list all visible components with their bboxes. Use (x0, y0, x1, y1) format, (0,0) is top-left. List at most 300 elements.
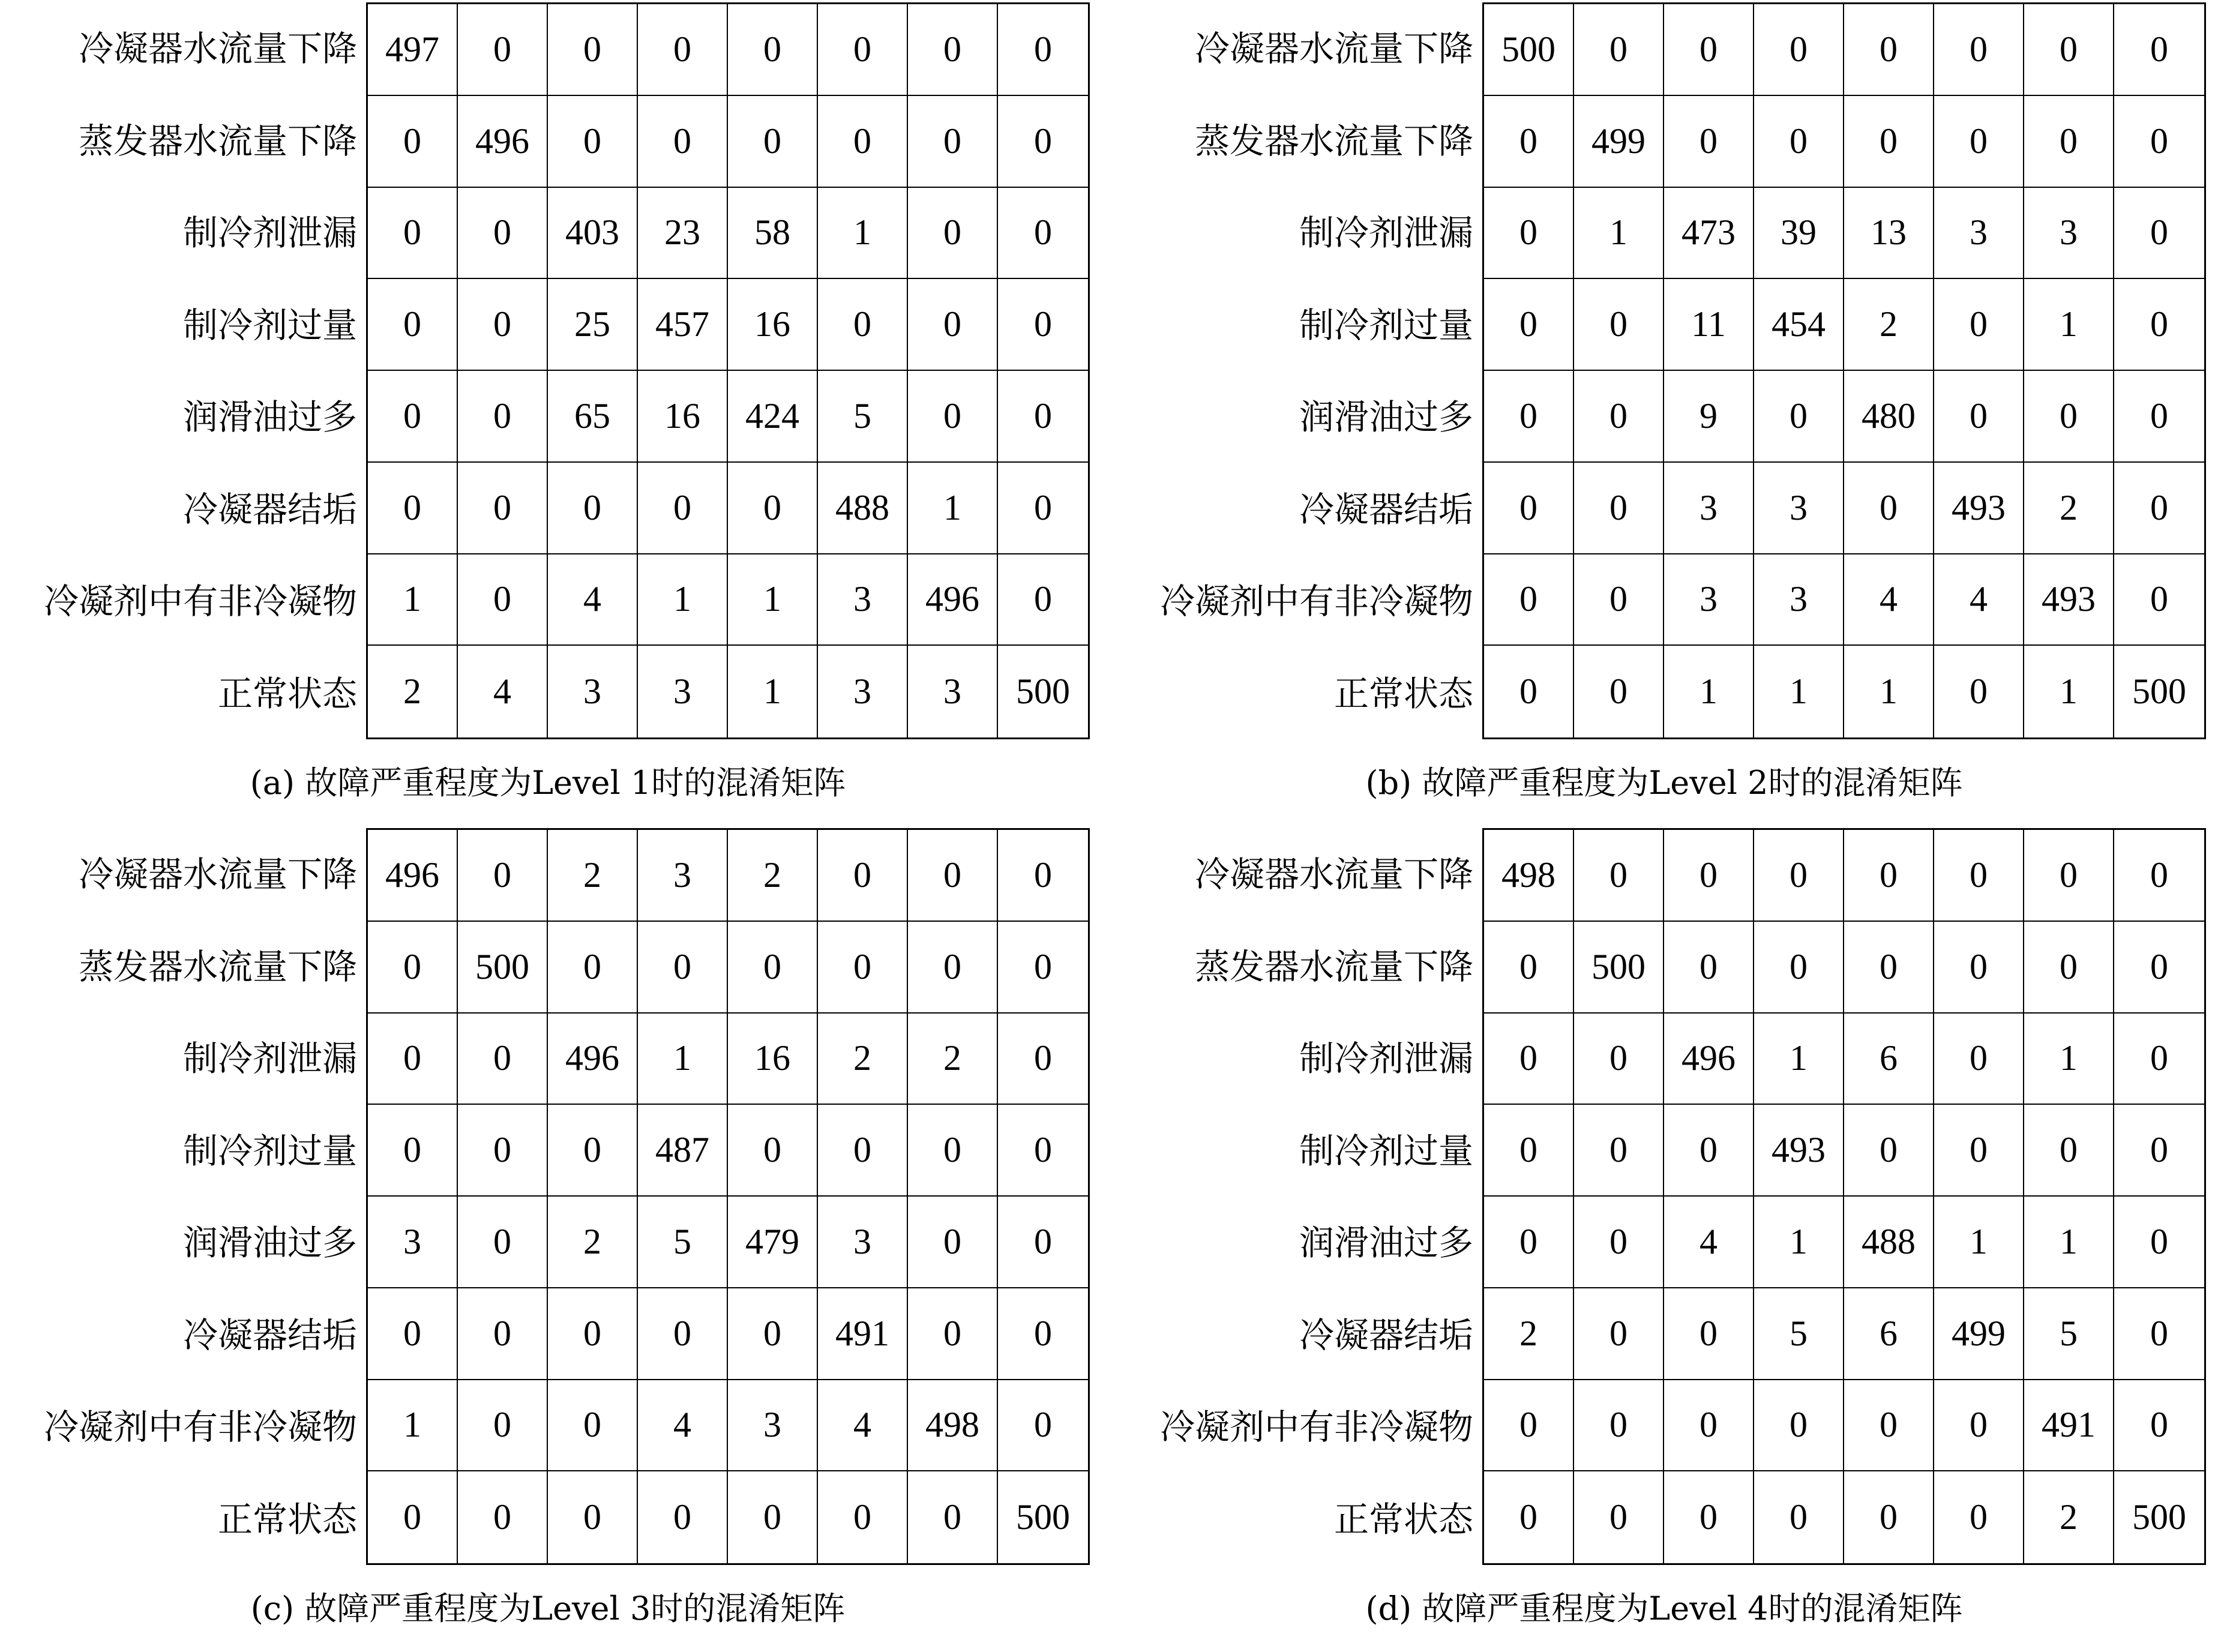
confusion-matrix-panel-c (6, 826, 1104, 1651)
matrix-cell: 488 (1844, 1197, 1934, 1288)
matrix-cell: 0 (728, 1105, 818, 1197)
matrix-cell: 1 (1934, 1197, 2024, 1288)
matrix-cell: 0 (2114, 1197, 2204, 1288)
matrix-cell: 454 (1754, 279, 1844, 371)
matrix-cell: 2 (548, 1197, 638, 1288)
matrix-cell: 1 (368, 1380, 458, 1472)
matrix-cell: 500 (1574, 922, 1664, 1014)
matrix-cell: 0 (1934, 646, 2024, 737)
matrix-cell: 6 (1844, 1288, 1934, 1380)
row-label: 冷凝器水流量下降 (78, 854, 357, 895)
matrix-cell: 0 (1484, 1197, 1574, 1288)
matrix-cell: 0 (998, 1197, 1088, 1288)
matrix-cell: 0 (998, 1014, 1088, 1105)
matrix-cell: 3 (728, 1380, 818, 1472)
row-label: 制冷剂泄漏 (182, 212, 357, 253)
matrix-cell: 0 (818, 4, 908, 96)
matrix-cell: 4 (1664, 1197, 1754, 1288)
matrix-cell: 479 (728, 1197, 818, 1288)
matrix-cell: 0 (908, 4, 998, 96)
matrix-cell: 0 (548, 922, 638, 1014)
matrix-cell: 491 (818, 1288, 908, 1380)
matrix-cell: 0 (818, 830, 908, 922)
matrix-cell: 0 (458, 4, 548, 96)
row-label: 制冷剂泄漏 (182, 1038, 357, 1079)
matrix-cell: 488 (818, 463, 908, 554)
matrix-cell: 3 (818, 1197, 908, 1288)
matrix-cell: 0 (458, 830, 548, 922)
matrix-cell: 0 (998, 830, 1088, 922)
matrix-cell: 1 (1754, 646, 1844, 737)
row-label: 蒸发器水流量下降 (1194, 946, 1473, 987)
matrix-cell: 493 (1754, 1105, 1844, 1197)
row-label: 蒸发器水流量下降 (1194, 120, 1473, 161)
matrix-cell: 0 (1574, 554, 1664, 646)
matrix-cell: 0 (1574, 279, 1664, 371)
matrix-cell: 0 (368, 1471, 458, 1563)
matrix-cell: 0 (548, 463, 638, 554)
matrix-cell: 16 (638, 371, 728, 463)
matrix-cell: 2 (1484, 1288, 1574, 1380)
matrix-cell: 0 (1574, 371, 1664, 463)
matrix-cell: 457 (638, 279, 728, 371)
matrix-cell: 1 (368, 554, 458, 646)
matrix-cell: 0 (1574, 1471, 1664, 1563)
matrix-cell: 0 (638, 4, 728, 96)
matrix-cell: 0 (2024, 922, 2114, 1014)
matrix-cell: 0 (1754, 4, 1844, 96)
matrix-cell: 0 (2114, 1380, 2204, 1472)
matrix-cell: 0 (2114, 1288, 2204, 1380)
matrix-cell: 3 (1664, 554, 1754, 646)
row-label: 冷凝器结垢 (182, 488, 357, 530)
row-label: 冷凝器水流量下降 (78, 28, 357, 69)
matrix-cell: 0 (548, 1105, 638, 1197)
matrix-cell: 1 (2024, 1014, 2114, 1105)
matrix-cell: 1 (2024, 646, 2114, 737)
matrix-cell: 4 (818, 1380, 908, 1472)
matrix-cell: 0 (368, 1014, 458, 1105)
matrix-cell: 500 (1484, 4, 1574, 96)
matrix-cell: 0 (1664, 1288, 1754, 1380)
row-label: 冷凝器水流量下降 (1194, 28, 1473, 69)
matrix-cell: 9 (1664, 371, 1754, 463)
matrix-cell: 0 (1754, 96, 1844, 188)
matrix-cell: 4 (638, 1380, 728, 1472)
matrix-cell: 0 (458, 1288, 548, 1380)
matrix-cell: 0 (1934, 279, 2024, 371)
matrix-cell: 0 (458, 1197, 548, 1288)
matrix-cell: 0 (998, 922, 1088, 1014)
matrix-cell: 1 (908, 463, 998, 554)
matrix-cell: 0 (548, 1288, 638, 1380)
matrix-cell: 0 (1484, 1105, 1574, 1197)
matrix-cell: 1 (2024, 1197, 2114, 1288)
matrix-cell: 487 (638, 1105, 728, 1197)
matrix-cell: 403 (548, 188, 638, 280)
matrix-cell: 5 (1754, 1288, 1844, 1380)
row-label: 制冷剂过量 (182, 304, 357, 346)
matrix-cell: 0 (1484, 463, 1574, 554)
matrix-cell: 0 (1844, 1380, 1934, 1472)
matrix-cell: 0 (2114, 279, 2204, 371)
matrix-cell: 1 (1754, 1197, 1844, 1288)
matrix-cell: 0 (728, 96, 818, 188)
row-label: 正常状态 (1333, 1498, 1473, 1540)
matrix-cell: 500 (2132, 1497, 2186, 1537)
row-label: 冷凝剂中有非冷凝物 (1159, 1407, 1473, 1447)
matrix-cell: 497 (368, 4, 458, 96)
matrix-cell: 0 (368, 371, 458, 463)
panel-caption: (d) 故障严重程度为Level 4时的混淆矩阵 (1365, 1590, 1963, 1627)
row-label: 冷凝器结垢 (182, 1314, 357, 1356)
row-label: 冷凝器结垢 (1299, 488, 1473, 530)
matrix-cell: 0 (2114, 371, 2204, 463)
matrix-cell: 0 (908, 830, 998, 922)
matrix-cell: 0 (1574, 1105, 1664, 1197)
matrix-cell: 500 (1016, 671, 1070, 712)
matrix-cell: 499 (1574, 96, 1664, 188)
matrix-cell: 0 (1484, 1014, 1574, 1105)
matrix-cell: 0 (548, 96, 638, 188)
matrix-cell: 25 (548, 279, 638, 371)
matrix-cell: 0 (818, 922, 908, 1014)
matrix-cell: 0 (998, 188, 1088, 280)
matrix-cell: 0 (638, 1288, 728, 1380)
matrix-cell: 496 (1664, 1014, 1754, 1105)
row-label: 制冷剂过量 (1299, 1130, 1473, 1171)
matrix-cell: 496 (908, 554, 998, 646)
matrix-cell: 2 (2024, 1471, 2114, 1563)
matrix-cell: 3 (818, 646, 908, 737)
matrix-cell: 0 (548, 4, 638, 96)
matrix-cell: 0 (1844, 1471, 1934, 1563)
matrix-cell: 0 (728, 922, 818, 1014)
row-label: 正常状态 (1333, 673, 1473, 714)
row-label: 冷凝剂中有非冷凝物 (1159, 581, 1473, 622)
row-label: 蒸发器水流量下降 (78, 946, 357, 987)
confusion-matrix-grid (366, 828, 1090, 1565)
matrix-cell: 0 (368, 279, 458, 371)
matrix-cell: 0 (2114, 463, 2204, 554)
matrix-cell: 0 (548, 1471, 638, 1563)
matrix-cell: 498 (1484, 830, 1574, 922)
matrix-cell: 0 (2114, 4, 2204, 96)
matrix-cell: 0 (1664, 96, 1754, 188)
matrix-cell: 0 (1574, 646, 1664, 737)
matrix-cell: 3 (1664, 463, 1754, 554)
matrix-cell: 4 (1934, 554, 2024, 646)
matrix-cell: 3 (818, 554, 908, 646)
matrix-cell: 0 (368, 463, 458, 554)
matrix-cell: 3 (1754, 554, 1844, 646)
matrix-cell: 0 (638, 463, 728, 554)
matrix-cell: 0 (1664, 4, 1754, 96)
matrix-cell: 0 (1664, 1380, 1754, 1472)
matrix-cell: 2 (728, 830, 818, 922)
matrix-cell: 0 (998, 371, 1088, 463)
matrix-cell: 0 (458, 1105, 548, 1197)
row-label: 润滑油过多 (1299, 1222, 1473, 1263)
matrix-cell: 0 (1934, 1105, 2024, 1197)
matrix-cell: 2 (2024, 463, 2114, 554)
row-label: 冷凝器水流量下降 (1194, 854, 1473, 895)
matrix-cell: 0 (908, 1288, 998, 1380)
matrix-cell: 0 (998, 279, 1088, 371)
matrix-cell: 0 (1574, 830, 1664, 922)
matrix-cell: 0 (908, 1471, 998, 1563)
matrix-cell: 0 (998, 1105, 1088, 1197)
matrix-cell: 0 (998, 1380, 1088, 1472)
matrix-cell: 0 (1754, 830, 1844, 922)
matrix-cell: 0 (1664, 922, 1754, 1014)
matrix-cell: 11 (1664, 279, 1754, 371)
matrix-cell: 0 (1844, 830, 1934, 922)
matrix-cell: 0 (1574, 1288, 1664, 1380)
matrix-cell: 0 (1664, 1105, 1754, 1197)
matrix-cell: 5 (638, 1197, 728, 1288)
row-label: 正常状态 (217, 1498, 357, 1540)
matrix-cell: 0 (2114, 554, 2204, 646)
row-label: 制冷剂过量 (182, 1130, 357, 1171)
matrix-cell: 0 (1844, 1105, 1934, 1197)
matrix-cell: 0 (1574, 1197, 1664, 1288)
matrix-cell: 0 (1844, 96, 1934, 188)
matrix-cell: 0 (1934, 4, 2024, 96)
row-label: 制冷剂泄漏 (1299, 1038, 1473, 1079)
matrix-cell: 2 (368, 646, 458, 737)
matrix-cell: 0 (908, 371, 998, 463)
confusion-matrix-grid (1482, 2, 2206, 739)
matrix-cell: 2 (818, 1014, 908, 1105)
matrix-cell: 0 (2114, 830, 2204, 922)
confusion-matrix-panel-a (6, 0, 1104, 826)
matrix-cell: 16 (728, 1014, 818, 1105)
matrix-cell: 0 (1934, 1471, 2024, 1563)
matrix-cell: 0 (368, 1105, 458, 1197)
matrix-cell: 16 (728, 279, 818, 371)
matrix-cell: 0 (1484, 922, 1574, 1014)
matrix-cell: 0 (1484, 1380, 1574, 1472)
matrix-cell: 1 (638, 554, 728, 646)
matrix-cell: 0 (1484, 371, 1574, 463)
matrix-cell: 0 (728, 1471, 818, 1563)
confusion-matrix-panel-d (1122, 826, 2220, 1651)
matrix-cell: 0 (998, 463, 1088, 554)
matrix-cell: 0 (2024, 1105, 2114, 1197)
matrix-cell: 1 (638, 1014, 728, 1105)
matrix-cell: 3 (368, 1197, 458, 1288)
matrix-cell: 1 (2024, 279, 2114, 371)
matrix-cell: 0 (998, 1288, 1088, 1380)
row-label: 制冷剂泄漏 (1299, 212, 1473, 253)
matrix-cell: 0 (458, 1014, 548, 1105)
matrix-cell: 500 (2132, 671, 2186, 712)
matrix-cell: 6 (1844, 1014, 1934, 1105)
matrix-cell: 0 (908, 96, 998, 188)
matrix-cell: 496 (458, 96, 548, 188)
matrix-cell: 0 (1844, 4, 1934, 96)
matrix-cell: 2 (548, 830, 638, 922)
matrix-cell: 4 (1844, 554, 1934, 646)
matrix-cell: 0 (458, 554, 548, 646)
matrix-cell: 0 (1484, 279, 1574, 371)
matrix-cell: 0 (908, 1197, 998, 1288)
matrix-cell: 0 (458, 371, 548, 463)
matrix-cell: 0 (368, 1288, 458, 1380)
row-label: 润滑油过多 (1299, 397, 1473, 437)
matrix-cell: 3 (638, 830, 728, 922)
matrix-cell: 0 (1934, 1380, 2024, 1472)
matrix-cell: 1 (1574, 188, 1664, 280)
matrix-cell: 1 (1664, 646, 1754, 737)
matrix-cell: 0 (1934, 922, 2024, 1014)
matrix-cell: 0 (818, 1471, 908, 1563)
matrix-cell: 0 (2114, 1014, 2204, 1105)
confusion-matrix-panel-b (1122, 0, 2220, 826)
matrix-cell: 0 (1754, 371, 1844, 463)
confusion-matrix-grid (366, 2, 1090, 739)
matrix-cell: 0 (1934, 830, 2024, 922)
matrix-cell: 0 (368, 96, 458, 188)
matrix-cell: 493 (2024, 554, 2114, 646)
matrix-cell: 0 (2024, 830, 2114, 922)
matrix-cell: 0 (1574, 1014, 1664, 1105)
matrix-cell: 0 (458, 1380, 548, 1472)
matrix-cell: 0 (818, 1105, 908, 1197)
matrix-cell: 2 (1844, 279, 1934, 371)
row-label: 润滑油过多 (182, 1222, 357, 1263)
matrix-cell: 0 (728, 463, 818, 554)
matrix-cell: 0 (2114, 1105, 2204, 1197)
matrix-cell: 0 (908, 279, 998, 371)
matrix-cell: 0 (2114, 188, 2204, 280)
matrix-cell: 0 (1574, 463, 1664, 554)
matrix-cell: 3 (548, 646, 638, 737)
matrix-cell: 496 (368, 830, 458, 922)
matrix-cell: 0 (1484, 554, 1574, 646)
matrix-cell: 0 (998, 554, 1088, 646)
matrix-cell: 0 (1754, 1380, 1844, 1472)
matrix-cell: 0 (458, 279, 548, 371)
matrix-cell: 0 (1844, 463, 1934, 554)
matrix-cell: 0 (1934, 96, 2024, 188)
matrix-cell: 0 (1574, 1380, 1664, 1472)
matrix-cell: 0 (908, 922, 998, 1014)
matrix-cell: 0 (368, 922, 458, 1014)
row-label: 冷凝器结垢 (1299, 1314, 1473, 1356)
row-label: 冷凝剂中有非冷凝物 (43, 1407, 357, 1447)
matrix-cell: 498 (908, 1380, 998, 1472)
matrix-cell: 0 (1664, 830, 1754, 922)
matrix-cell: 3 (1934, 188, 2024, 280)
matrix-cell: 3 (638, 646, 728, 737)
matrix-cell: 0 (638, 96, 728, 188)
matrix-cell: 2 (908, 1014, 998, 1105)
matrix-cell: 0 (458, 463, 548, 554)
matrix-cell: 0 (458, 188, 548, 280)
matrix-cell: 0 (638, 1471, 728, 1563)
matrix-cell: 0 (1574, 4, 1664, 96)
matrix-cell: 0 (908, 1105, 998, 1197)
matrix-cell: 493 (1934, 463, 2024, 554)
matrix-cell: 496 (548, 1014, 638, 1105)
matrix-cell: 0 (1754, 922, 1844, 1014)
matrix-cell: 4 (458, 646, 548, 737)
matrix-cell: 500 (1016, 1497, 1070, 1537)
matrix-cell: 0 (1934, 371, 2024, 463)
matrix-cell: 1 (728, 646, 818, 737)
matrix-cell: 0 (368, 188, 458, 280)
matrix-cell: 0 (1484, 646, 1574, 737)
matrix-cell: 0 (1754, 1471, 1844, 1563)
matrix-cell: 1 (818, 188, 908, 280)
confusion-matrix-grid (1482, 828, 2206, 1565)
matrix-cell: 0 (1484, 96, 1574, 188)
matrix-cell: 0 (2114, 96, 2204, 188)
matrix-cell: 491 (2024, 1380, 2114, 1472)
matrix-cell: 473 (1664, 188, 1754, 280)
matrix-cell: 0 (998, 4, 1088, 96)
panel-caption: (b) 故障严重程度为Level 2时的混淆矩阵 (1365, 764, 1963, 802)
matrix-cell: 0 (1484, 1471, 1574, 1563)
matrix-cell: 0 (818, 96, 908, 188)
matrix-cell: 0 (2024, 96, 2114, 188)
row-label: 制冷剂过量 (1299, 304, 1473, 346)
matrix-cell: 0 (1934, 1014, 2024, 1105)
matrix-cell: 23 (638, 188, 728, 280)
row-label: 蒸发器水流量下降 (78, 120, 357, 161)
matrix-cell: 0 (998, 96, 1088, 188)
row-label: 正常状态 (217, 673, 357, 714)
matrix-cell: 0 (458, 1471, 548, 1563)
matrix-cell: 3 (1754, 463, 1844, 554)
matrix-cell: 3 (908, 646, 998, 737)
matrix-cell: 1 (728, 554, 818, 646)
matrix-cell: 4 (548, 554, 638, 646)
matrix-cell: 0 (728, 1288, 818, 1380)
matrix-cell: 0 (2024, 4, 2114, 96)
matrix-cell: 65 (548, 371, 638, 463)
matrix-cell: 0 (908, 188, 998, 280)
matrix-cell: 0 (548, 1380, 638, 1472)
matrix-cell: 1 (1844, 646, 1934, 737)
matrix-cell: 0 (1664, 1471, 1754, 1563)
matrix-cell: 1 (1754, 1014, 1844, 1105)
matrix-cell: 0 (638, 922, 728, 1014)
matrix-cell: 424 (728, 371, 818, 463)
matrix-cell: 13 (1844, 188, 1934, 280)
matrix-cell: 39 (1754, 188, 1844, 280)
row-label: 冷凝剂中有非冷凝物 (43, 581, 357, 622)
matrix-cell: 0 (1484, 188, 1574, 280)
panel-caption: (c) 故障严重程度为Level 3时的混淆矩阵 (250, 1590, 846, 1627)
matrix-cell: 0 (2024, 371, 2114, 463)
matrix-cell: 500 (458, 922, 548, 1014)
matrix-cell: 499 (1934, 1288, 2024, 1380)
matrix-cell: 0 (2114, 922, 2204, 1014)
row-label: 润滑油过多 (182, 397, 357, 437)
matrix-cell: 480 (1844, 371, 1934, 463)
matrix-cell: 5 (2024, 1288, 2114, 1380)
matrix-cell: 0 (818, 279, 908, 371)
matrix-cell: 58 (728, 188, 818, 280)
matrix-cell: 5 (818, 371, 908, 463)
matrix-cell: 0 (1844, 922, 1934, 1014)
matrix-cell: 0 (728, 4, 818, 96)
panel-caption: (a) 故障严重程度为Level 1时的混淆矩阵 (250, 764, 846, 802)
matrix-cell: 3 (2024, 188, 2114, 280)
